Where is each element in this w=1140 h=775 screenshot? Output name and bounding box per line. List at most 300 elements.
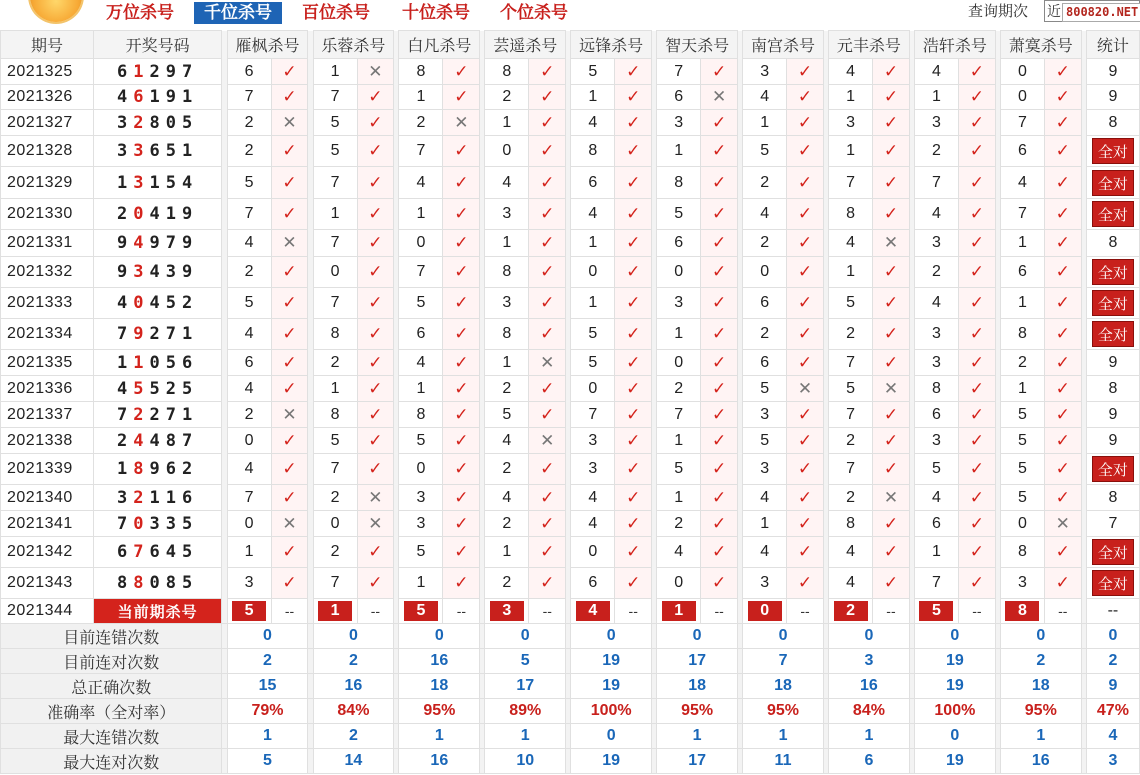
draw-digit: 5	[165, 141, 183, 161]
summary-value: 95%	[743, 699, 824, 724]
draw-digit-highlight: 0	[133, 204, 150, 224]
summary-value: 0	[571, 724, 652, 749]
kill-number-cell: 0	[399, 454, 443, 485]
all-correct-badge: 全对	[1092, 456, 1134, 482]
current-kill-number	[657, 599, 701, 624]
kill-number-cell: 5	[1000, 485, 1044, 511]
kill-number-cell: 5	[743, 136, 787, 167]
summary-value: 0	[657, 624, 738, 649]
check-icon: ✓	[1044, 402, 1081, 428]
check-icon: ✓	[615, 85, 652, 110]
draw-digit: 1	[149, 172, 166, 193]
table-row	[1, 511, 1140, 537]
kill-number-cell: 6	[914, 511, 958, 537]
kill-number-cell: 2	[914, 136, 958, 167]
check-icon: ✓	[787, 350, 824, 376]
draw-digit: 1	[182, 141, 199, 161]
kill-number-cell: 7	[829, 167, 873, 199]
check-icon: ✓	[701, 428, 738, 454]
table-row	[1, 350, 1140, 376]
kill-number-cell: 7	[313, 167, 357, 199]
draw-digit: 7	[182, 430, 199, 451]
check-icon: ✓	[271, 136, 308, 167]
kill-number-cell: 7	[571, 402, 615, 428]
summary-value: 17	[657, 749, 738, 774]
current-kill-number	[313, 599, 357, 624]
tab-wan-kill[interactable]: 万位杀号	[106, 3, 174, 23]
summary-value: 89%	[485, 699, 566, 724]
kill-number-cell: 7	[227, 85, 271, 110]
draw-digit: 2	[149, 324, 166, 344]
kill-number-cell: 6	[743, 350, 787, 376]
kill-number-cell: 3	[914, 350, 958, 376]
check-icon: ✓	[529, 59, 566, 85]
check-icon: ✓	[615, 428, 652, 454]
cross-icon: ✕	[1044, 511, 1081, 537]
kill-number-cell: 0	[571, 376, 615, 402]
kill-number-cell: 1	[657, 136, 701, 167]
stat-cell	[1086, 568, 1139, 599]
check-icon: ✓	[701, 136, 738, 167]
cross-icon: ✕	[787, 376, 824, 402]
check-icon: ✓	[701, 402, 738, 428]
draw-digit: 2	[149, 61, 166, 82]
draw-digit-highlight: 3	[133, 141, 150, 161]
draw-digit: 6	[117, 542, 134, 562]
check-icon: ✓	[529, 319, 566, 350]
kill-number-cell: 8	[485, 257, 529, 288]
draw-number-cell	[93, 288, 222, 319]
draw-digit: 2	[117, 430, 134, 451]
check-icon: ✓	[1044, 199, 1081, 230]
kill-number-cell: 4	[914, 288, 958, 319]
draw-digit: 5	[182, 573, 199, 593]
draw-number-cell	[93, 350, 222, 376]
draw-digit-highlight: 3	[133, 172, 150, 193]
cross-icon: ✕	[271, 230, 308, 257]
draw-number-cell	[93, 230, 222, 257]
kill-number-cell: 0	[657, 568, 701, 599]
check-icon: ✓	[787, 454, 824, 485]
cross-icon: ✕	[357, 485, 394, 511]
draw-digit: 6	[149, 141, 166, 161]
summary-label: 最大连对次数	[1, 749, 222, 774]
tab-qian-kill[interactable]: 千位杀号	[194, 2, 282, 24]
stat-cell	[1086, 319, 1139, 350]
kill-number-cell: 1	[485, 350, 529, 376]
tab-ge-kill[interactable]: 个位杀号	[500, 3, 568, 23]
kill-number-cell: 1	[399, 199, 443, 230]
kill-number-cell: 5	[399, 288, 443, 319]
summary-value: 16	[829, 674, 910, 699]
check-icon: ✓	[357, 402, 394, 428]
draw-digit: 1	[165, 204, 183, 224]
header-expert-3[interactable]: 芸遥杀号	[485, 31, 566, 59]
draw-digit: 9	[117, 262, 134, 282]
table-row	[1, 230, 1140, 257]
current-kill-badge: 1	[318, 601, 352, 621]
check-icon: ✓	[443, 59, 480, 85]
header-expert-7[interactable]: 元丰杀号	[829, 31, 910, 59]
summary-value: 0	[914, 624, 995, 649]
summary-value: 17	[657, 649, 738, 674]
check-icon: ✓	[959, 568, 996, 599]
kill-number-cell: 8	[829, 511, 873, 537]
kill-number-cell: 5	[313, 136, 357, 167]
cross-icon: ✕	[271, 402, 308, 428]
check-icon: ✓	[873, 110, 910, 136]
check-icon: ✓	[529, 376, 566, 402]
check-icon: ✓	[701, 454, 738, 485]
check-icon: ✓	[443, 454, 480, 485]
draw-digit: 6	[182, 487, 199, 508]
pending-mark: --	[959, 599, 996, 624]
kill-number-cell: 4	[571, 199, 615, 230]
check-icon: ✓	[787, 59, 824, 85]
draw-digit: 4	[117, 293, 134, 313]
cross-icon: ✕	[529, 350, 566, 376]
check-icon: ✓	[959, 511, 996, 537]
summary-row	[1, 624, 1140, 649]
check-icon: ✓	[701, 511, 738, 537]
kill-number-cell: 8	[485, 319, 529, 350]
kill-number-cell: 7	[313, 85, 357, 110]
summary-value: 16	[313, 674, 394, 699]
table-header-row	[1, 31, 1140, 59]
kill-number-cell: 5	[313, 110, 357, 136]
table-row	[1, 537, 1140, 568]
check-icon: ✓	[959, 59, 996, 85]
kill-number-cell: 1	[485, 110, 529, 136]
kill-number-cell: 8	[399, 402, 443, 428]
kill-number-cell: 7	[399, 136, 443, 167]
kill-number-cell: 6	[657, 85, 701, 110]
draw-digit: 7	[165, 404, 183, 425]
check-icon: ✓	[615, 230, 652, 257]
cross-icon: ✕	[873, 376, 910, 402]
draw-number-cell	[93, 428, 222, 454]
kill-number-cell: 0	[1000, 85, 1044, 110]
kill-number-cell: 4	[657, 537, 701, 568]
summary-value: 7	[743, 649, 824, 674]
check-icon: ✓	[529, 568, 566, 599]
draw-digit: 4	[182, 172, 199, 193]
check-icon: ✓	[959, 257, 996, 288]
check-icon: ✓	[873, 85, 910, 110]
summary-value: 0	[829, 624, 910, 649]
draw-digit: 7	[117, 513, 134, 534]
check-icon: ✓	[443, 350, 480, 376]
summary-value: 1	[657, 724, 738, 749]
kill-number-cell: 5	[829, 288, 873, 319]
draw-digit-highlight: 2	[133, 404, 150, 425]
check-icon: ✓	[959, 537, 996, 568]
kill-number-cell: 7	[657, 59, 701, 85]
table-row	[1, 257, 1140, 288]
check-icon: ✓	[873, 511, 910, 537]
check-icon: ✓	[271, 199, 308, 230]
summary-value: 0	[313, 624, 394, 649]
kill-number-cell: 3	[485, 199, 529, 230]
header-draw-number: 开奖号码	[93, 31, 222, 59]
kill-number-cell: 2	[829, 485, 873, 511]
kill-number-cell: 4	[227, 454, 271, 485]
header-expert-9[interactable]: 萧寞杀号	[1000, 31, 1081, 59]
stat-cell	[1086, 199, 1139, 230]
period-cell: 2021344	[1, 599, 94, 624]
table-row	[1, 428, 1140, 454]
summary-row	[1, 699, 1140, 724]
kill-number-cell: 0	[1000, 59, 1044, 85]
check-icon: ✓	[443, 319, 480, 350]
kill-number-cell: 3	[571, 454, 615, 485]
summary-value: 2	[313, 649, 394, 674]
kill-number-cell: 2	[657, 511, 701, 537]
kill-number-cell: 4	[743, 485, 787, 511]
kill-number-cell: 7	[1000, 199, 1044, 230]
check-icon: ✓	[873, 402, 910, 428]
summary-value: 19	[914, 674, 995, 699]
check-icon: ✓	[529, 136, 566, 167]
draw-digit-highlight: 2	[133, 112, 150, 133]
kill-number-table	[0, 30, 1140, 774]
draw-digit: 9	[149, 233, 166, 253]
check-icon: ✓	[1044, 319, 1081, 350]
header-period: 期号	[1, 31, 94, 59]
kill-number-cell: 1	[743, 511, 787, 537]
header-expert-0[interactable]: 雁枫杀号	[227, 31, 308, 59]
check-icon: ✓	[271, 319, 308, 350]
stat-cell: 9	[1086, 59, 1139, 85]
kill-number-cell: 0	[1000, 511, 1044, 537]
check-icon: ✓	[529, 454, 566, 485]
kill-number-cell: 1	[829, 136, 873, 167]
draw-digit: 8	[117, 573, 134, 593]
summary-label: 目前连错次数	[1, 624, 222, 649]
site-logo	[30, 0, 82, 22]
summary-value: 2	[313, 724, 394, 749]
kill-number-cell: 3	[1000, 568, 1044, 599]
query-period-select[interactable]: 近	[1044, 0, 1140, 22]
kill-number-cell: 3	[399, 485, 443, 511]
check-icon: ✓	[615, 288, 652, 319]
draw-digit: 6	[165, 459, 183, 479]
check-icon: ✓	[959, 485, 996, 511]
kill-number-cell: 2	[914, 257, 958, 288]
summary-value: 11	[743, 749, 824, 774]
draw-digit: 5	[165, 352, 183, 373]
header-expert-1[interactable]: 乐蓉杀号	[313, 31, 394, 59]
tab-shi-kill[interactable]: 十位杀号	[402, 3, 470, 23]
kill-number-cell: 7	[829, 350, 873, 376]
draw-digit-highlight: 3	[133, 262, 150, 282]
draw-digit: 1	[149, 487, 166, 508]
kill-number-cell: 7	[399, 257, 443, 288]
all-correct-badge: 全对	[1092, 259, 1134, 285]
kill-number-cell: 2	[313, 350, 357, 376]
kill-number-cell: 2	[657, 376, 701, 402]
check-icon: ✓	[1044, 110, 1081, 136]
check-icon: ✓	[1044, 485, 1081, 511]
draw-digit-highlight: 1	[133, 61, 150, 82]
current-kill-badge: 3	[490, 601, 524, 621]
check-icon: ✓	[271, 85, 308, 110]
check-icon: ✓	[615, 136, 652, 167]
header-expert-4[interactable]: 远锋杀号	[571, 31, 652, 59]
summary-value: 0	[1000, 624, 1081, 649]
kill-number-cell: 5	[571, 350, 615, 376]
draw-digit: 7	[117, 404, 134, 425]
draw-digit: 8	[149, 112, 166, 133]
check-icon: ✓	[529, 402, 566, 428]
kill-number-cell: 5	[657, 454, 701, 485]
summary-value: 1	[829, 724, 910, 749]
kill-number-cell: 5	[657, 199, 701, 230]
header-expert-5[interactable]: 智天杀号	[657, 31, 738, 59]
kill-number-cell: 1	[657, 485, 701, 511]
kill-number-cell: 1	[313, 376, 357, 402]
summary-value: 2	[227, 649, 308, 674]
kill-number-cell: 5	[571, 319, 615, 350]
current-kill-badge: 1	[662, 601, 696, 621]
summary-stat-value: 0	[1086, 624, 1139, 649]
kill-number-cell: 7	[1000, 110, 1044, 136]
cross-icon: ✕	[873, 230, 910, 257]
kill-number-cell: 1	[227, 537, 271, 568]
summary-value: 100%	[914, 699, 995, 724]
check-icon: ✓	[615, 59, 652, 85]
check-icon: ✓	[529, 537, 566, 568]
check-icon: ✓	[357, 376, 394, 402]
check-icon: ✓	[959, 402, 996, 428]
kill-number-cell: 5	[743, 428, 787, 454]
draw-digit: 9	[149, 459, 166, 479]
summary-value: 95%	[657, 699, 738, 724]
check-icon: ✓	[357, 568, 394, 599]
check-icon: ✓	[443, 511, 480, 537]
header-expert-8[interactable]: 浩轩杀号	[914, 31, 995, 59]
site-watermark: 800820.NET	[1062, 3, 1140, 22]
summary-stat-value: 9	[1086, 674, 1139, 699]
check-icon: ✓	[443, 376, 480, 402]
check-icon: ✓	[529, 257, 566, 288]
kill-number-cell: 4	[571, 110, 615, 136]
draw-digit: 2	[182, 293, 199, 313]
summary-label: 最大连错次数	[1, 724, 222, 749]
all-correct-badge: 全对	[1092, 201, 1134, 227]
check-icon: ✓	[1044, 230, 1081, 257]
stat-cell: 9	[1086, 350, 1139, 376]
check-icon: ✓	[787, 85, 824, 110]
check-icon: ✓	[357, 257, 394, 288]
draw-digit: 3	[117, 487, 134, 508]
check-icon: ✓	[529, 511, 566, 537]
draw-digit: 7	[117, 324, 134, 344]
header-expert-2[interactable]: 白凡杀号	[399, 31, 480, 59]
check-icon: ✓	[1044, 568, 1081, 599]
check-icon: ✓	[1044, 428, 1081, 454]
kill-number-cell: 3	[657, 110, 701, 136]
kill-number-cell: 6	[1000, 257, 1044, 288]
draw-digit: 6	[149, 542, 166, 562]
all-correct-badge: 全对	[1092, 539, 1134, 565]
draw-digit: 2	[149, 404, 166, 425]
check-icon: ✓	[701, 230, 738, 257]
kill-number-cell: 1	[657, 319, 701, 350]
draw-digit: 4	[149, 293, 166, 313]
check-icon: ✓	[1044, 376, 1081, 402]
table-row	[1, 167, 1140, 199]
kill-number-cell: 5	[914, 454, 958, 485]
current-kill-number	[227, 599, 271, 624]
current-kill-number	[399, 599, 443, 624]
summary-value: 100%	[571, 699, 652, 724]
kill-number-cell: 8	[313, 319, 357, 350]
check-icon: ✓	[873, 199, 910, 230]
cross-icon: ✕	[271, 511, 308, 537]
draw-digit: 9	[182, 262, 199, 282]
stat-cell	[1086, 537, 1139, 568]
draw-number-cell	[93, 454, 222, 485]
draw-digit: 3	[165, 262, 183, 282]
kill-number-cell: 5	[399, 428, 443, 454]
kill-number-cell: 4	[743, 537, 787, 568]
current-kill-number	[485, 599, 529, 624]
kill-number-cell: 6	[227, 350, 271, 376]
check-icon: ✓	[357, 454, 394, 485]
tab-bai-kill[interactable]: 百位杀号	[302, 3, 370, 23]
check-icon: ✓	[701, 59, 738, 85]
summary-value: 1	[227, 724, 308, 749]
check-icon: ✓	[271, 350, 308, 376]
draw-digit: 8	[165, 573, 183, 593]
draw-digit: 5	[165, 293, 183, 313]
check-icon: ✓	[787, 568, 824, 599]
draw-digit: 1	[165, 487, 183, 508]
header-stat: 统计	[1086, 31, 1139, 59]
kill-number-cell: 2	[485, 568, 529, 599]
summary-stat-value: 2	[1086, 649, 1139, 674]
check-icon: ✓	[615, 485, 652, 511]
kill-number-cell: 5	[1000, 402, 1044, 428]
kill-number-cell: 5	[571, 59, 615, 85]
stat-cell	[1086, 454, 1139, 485]
table-row	[1, 136, 1140, 167]
kill-number-cell: 2	[743, 230, 787, 257]
summary-value: 5	[227, 749, 308, 774]
summary-value: 19	[914, 749, 995, 774]
current-kill-badge: 5	[232, 601, 266, 621]
cross-icon: ✕	[529, 428, 566, 454]
header-expert-6[interactable]: 南宫杀号	[743, 31, 824, 59]
kill-number-cell: 1	[571, 230, 615, 257]
kill-number-cell: 7	[227, 485, 271, 511]
draw-digit: 0	[149, 352, 166, 373]
draw-number-cell	[93, 511, 222, 537]
check-icon: ✓	[443, 402, 480, 428]
draw-number-cell	[93, 402, 222, 428]
kill-number-cell: 4	[829, 230, 873, 257]
summary-value: 1	[399, 724, 480, 749]
kill-number-cell: 1	[399, 376, 443, 402]
draw-digit: 4	[117, 87, 134, 107]
top-navigation	[0, 0, 1140, 28]
kill-number-cell: 2	[485, 511, 529, 537]
kill-number-cell: 1	[914, 537, 958, 568]
check-icon: ✓	[615, 257, 652, 288]
stat-cell	[1086, 288, 1139, 319]
draw-digit-highlight: 0	[133, 513, 150, 534]
